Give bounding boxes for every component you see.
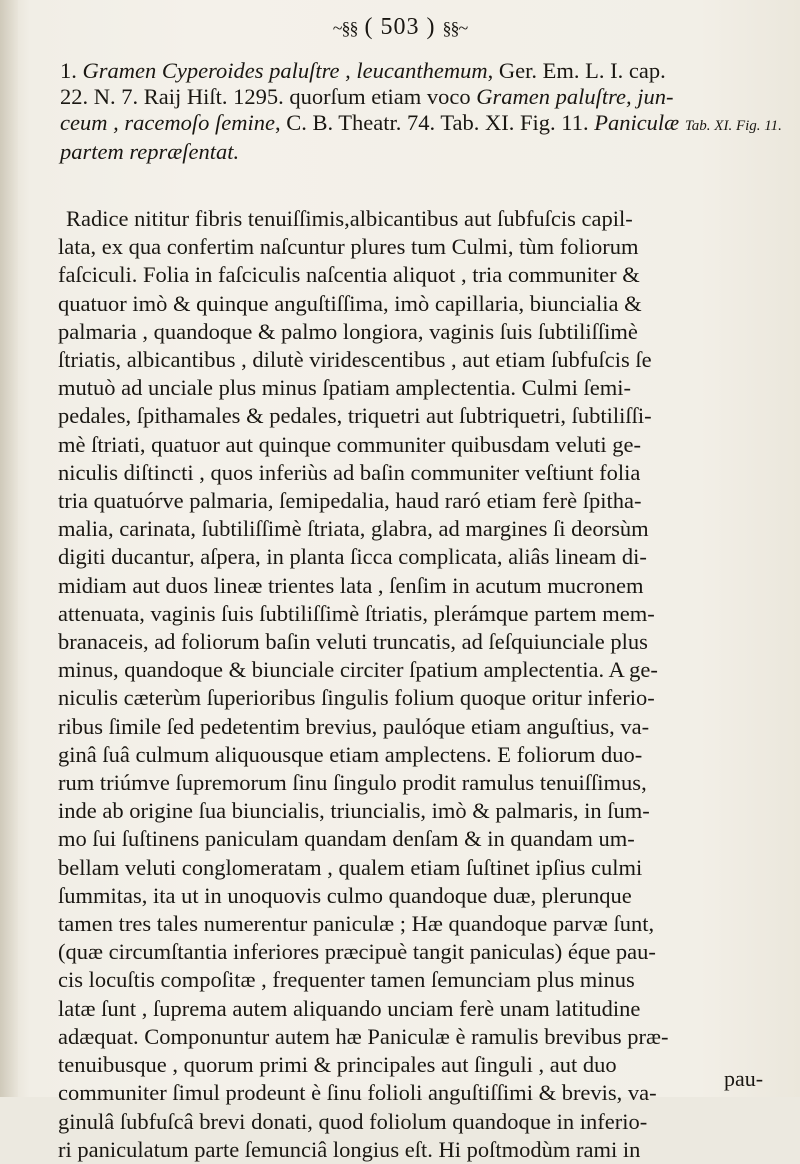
text-line: ſtriatis, albicantibus , dilutè viridescentibus , aut etiam ſubfuſcis ſe bbox=[58, 347, 652, 373]
book-gutter bbox=[0, 0, 18, 1097]
text-line: quatuor imò & quinque anguſtiſſima, imò capillaria, biuncialia & bbox=[58, 290, 642, 316]
entry-line-3 bbox=[60, 110, 795, 139]
synonym-name: Gramen paluſtre, jun- bbox=[476, 84, 674, 109]
text-line: latæ ſunt , ſuprema autem aliquando unciam ferè unam latitudine bbox=[58, 995, 641, 1021]
ornament-right-icon: §§~ bbox=[442, 18, 468, 38]
text-line: inde ab origine ſua biuncialis, triuncialis, imò & palmaris, in ſum- bbox=[58, 798, 650, 824]
species-name: Gramen Cyperoides paluſtre , leucanthemum bbox=[82, 58, 488, 83]
text-line: midiam aut duos lineæ trientes lata , ſenſim in acutum mucronem bbox=[58, 572, 644, 598]
text-line: palmaria , quandoque & palmo longiora, vaginis ſuis ſubtiliſſimè bbox=[58, 318, 638, 344]
text-line: mè ſtriati, quatuor aut quinque communiter quibusdam veluti ge- bbox=[58, 431, 641, 457]
text-line: mutuò ad unciale plus minus ſpatiam amplectentia. Culmi ſemi- bbox=[58, 375, 632, 401]
text-line: minus, quandoque & biunciale circiter ſpatium amplectentia. A ge- bbox=[58, 657, 658, 683]
entry-line-1 bbox=[60, 58, 795, 84]
text-line: pedales, ſpithamales & pedales, triquetri aut ſubtriquetri, ſubtiliſſi- bbox=[58, 403, 652, 429]
text-line: rum triúmve ſupremorum ſinu ſingulo prodit ramulus tenuiſſimus, bbox=[58, 770, 647, 796]
text-line: ginâ ſuâ culmum aliquousque etiam amplectens. E foliorum duo- bbox=[58, 741, 643, 767]
page-header bbox=[0, 14, 800, 41]
reference-text: , C. B. Theatr. 74. Tab. XI. Fig. 11. bbox=[274, 110, 595, 135]
text-line: branaceis, ad foliorum baſin veluti truncatis, ad ſeſquiunciale plus bbox=[58, 629, 648, 655]
page-number: ( 503 ) bbox=[364, 14, 436, 40]
text-line: tenuibusque , quorum primi & principales aut ſinguli , aut duo bbox=[58, 1052, 617, 1078]
entry-number: 1. bbox=[60, 58, 83, 83]
text-line: ribus ſimile ſed pedetentim brevius, paulóque etiam anguſtius, va- bbox=[58, 713, 650, 739]
text-line: ſummitas, ita ut in unoquovis culmo quandoque duæ, plerunque bbox=[58, 882, 632, 908]
text-line: ri paniculatum parte ſemunciâ longius eſt. Hi poſtmodùm rami in bbox=[58, 1136, 641, 1162]
text-line: malia, carinata, ſubtiliſſimè ſtriata, glabra, ad margines ſi deorsùm bbox=[58, 516, 649, 542]
entry-line-2 bbox=[60, 84, 795, 110]
entry-line-4: partem repræſentat. bbox=[60, 139, 240, 164]
text-line: mo ſui ſuſtinens paniculam quandam denſam & in quandam um- bbox=[58, 826, 635, 852]
text-line: cis locuſtis compoſitæ , frequenter tamen ſemunciam plus minus bbox=[58, 967, 635, 993]
text-line: Radice nititur fibris tenuiſſimis,albicantibus aut ſubfuſcis capil- bbox=[66, 206, 633, 231]
text-line: (quæ circumſtantia inferiores præcipuè tangit paniculas) éque pau- bbox=[58, 939, 656, 965]
text-line: lata, ex qua confertim naſcuntur plures tum Culmi, tùm foliorum bbox=[58, 234, 639, 260]
margin-note: Tab. XI. Fig. 11. bbox=[684, 118, 782, 134]
catchword: pau- bbox=[724, 1066, 764, 1091]
text-line: adæquat. Componuntur autem hæ Paniculæ è ramulis brevibus præ- bbox=[58, 1023, 669, 1049]
text-line: faſciculi. Folia in faſciculis naſcentia aliquot , tria communiter & bbox=[58, 262, 640, 288]
text-line: ginulâ ſubfuſcâ brevi donati, quod foliolum quandoque in inferio- bbox=[58, 1108, 648, 1134]
description-text bbox=[58, 205, 798, 1164]
synonym-name: ceum , racemoſo ſemine bbox=[60, 110, 275, 135]
panicula-label: Paniculæ bbox=[594, 110, 680, 135]
text-line: bellam veluti conglomeratam , qualem etiam ſuſtinet ipſius culmi bbox=[58, 854, 643, 880]
text-line: digiti ducantur, aſpera, in planta ſicca complicata, aliâs lineam di- bbox=[58, 544, 647, 570]
ornament-left-icon: ~§§ bbox=[332, 18, 358, 38]
text-line: tria quatuórve palmaria, ſemipedalia, haud raró etiam ferè ſpitha- bbox=[58, 488, 642, 514]
text-line: niculis diſtincti , quos inferiùs ad baſin communiter veſtiunt folia bbox=[58, 459, 641, 485]
reference-text: 22. N. 7. Raij Hiſt. 1295. quorſum etiam voco bbox=[60, 84, 477, 109]
text-line: attenuata, vaginis ſuis ſubtiliſſimè ſtriatis, plerámque partem mem- bbox=[58, 600, 655, 626]
text-line: tamen tres tales numerentur paniculæ ; Hæ quandoque parvæ ſunt, bbox=[58, 911, 655, 937]
text-line: communiter ſimul prodeunt è ſinu folioli anguſtiſſimi & brevis, va- bbox=[58, 1080, 657, 1106]
species-entry bbox=[60, 58, 795, 165]
text-line: niculis cæterùm ſuperioribus ſingulis folium quoque oritur inferio- bbox=[58, 685, 655, 711]
reference-text: , Ger. Em. L. I. cap. bbox=[487, 58, 666, 83]
